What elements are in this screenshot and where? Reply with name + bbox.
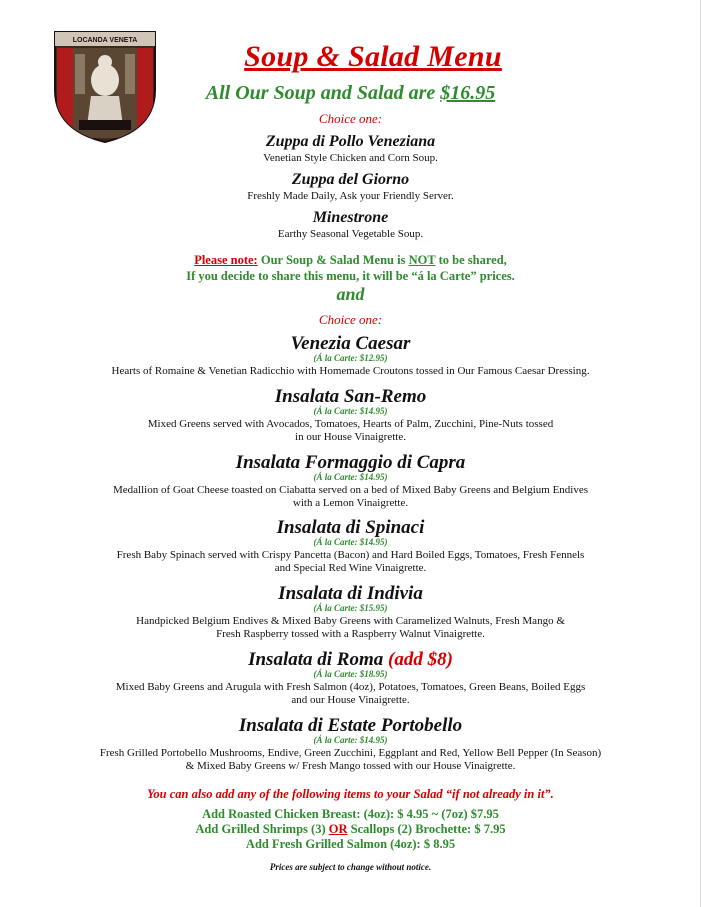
salad-name [0,649,701,671]
addons-intro: You can also add any of the following items to your Salad “if not already in it”. [147,787,554,801]
addon-item: Add Roasted Chicken Breast: (4oz): $ 4.95 ~ (7oz) $7.95 [202,807,499,821]
soup-name: Minestrone [312,209,389,226]
menu-subtitle [0,82,701,105]
price-footnote: Prices are subject to change without notice. [269,862,432,872]
addon-item: Add Fresh Grilled Salmon (4oz): $ 8.95 [245,837,456,851]
a-la-carte-price: (Á la Carte: $14.95) [313,406,388,416]
a-la-carte-price: (Á la Carte: $14.95) [313,537,388,547]
salad-name: Insalata San-Remo [274,386,427,407]
a-la-carte-price: (Á la Carte: $15.95) [313,603,388,613]
sharing-note-line2: If you decide to share this menu, it will be “á la Carte” prices. [186,269,515,283]
a-la-carte-price: (Á la Carte: $18.95) [313,669,388,679]
salad-desc: Mixed Greens served with Avocados, Tomatoes, Hearts of Palm, Zucchini, Pine-Nuts tossed [147,418,554,430]
note-text: to be shared, [435,253,507,267]
sharing-note [0,252,701,284]
sharing-note-line1 [0,252,701,268]
note-text: Our Soup & Salad Menu is [257,253,409,267]
salad-surcharge: (add $8) [388,649,453,670]
salad-desc: Mixed Baby Greens and Arugula with Fresh Salmon (4oz), Potatoes, Tomatoes, Green Beans, Boiled Eggs [115,681,586,693]
addon-text: Scallops (2) Brochette: $ 7.95 [347,822,506,836]
salad-name: Insalata di Spinaci [276,517,425,538]
salad-name: Insalata di Estate Portobello [238,715,463,736]
note-label: Please note: [194,253,258,267]
salad-desc: with a Lemon Vinaigrette. [292,497,409,509]
salad-name: Venezia Caesar [290,333,411,354]
salad-name: Insalata Formaggio di Capra [235,452,466,473]
a-la-carte-price: (Á la Carte: $14.95) [313,735,388,745]
addon-item [0,822,701,837]
soup-name: Zuppa di Pollo Veneziana [265,133,436,150]
salad-desc: and our House Vinaigrette. [291,694,410,706]
a-la-carte-price: (Á la Carte: $14.95) [313,472,388,482]
salad-desc: Fresh Raspberry tossed with a Raspberry Walnut Vinaigrette. [216,628,485,640]
subtitle-prefix: All Our Soup and Salad are [205,82,436,104]
soup-desc: Venetian Style Chicken and Corn Soup. [263,152,438,164]
salad-desc: Fresh Grilled Portobello Mushrooms, Endive, Green Zucchini, Eggplant and Red, Yellow Bell Pepper (In Season) [99,747,602,759]
subtitle-price: $16.95 [440,82,496,104]
soup-name: Zuppa del Giorno [291,171,410,188]
soup-desc: Earthy Seasonal Vegetable Soup. [277,228,424,240]
salad-desc: Hearts of Romaine & Venetian Radicchio with Homemade Croutons tossed in Our Famous Caesar Dressing. [111,365,590,377]
note-not: NOT [408,253,436,267]
salad-desc: and Special Red Wine Vinaigrette. [274,562,427,574]
salad-desc: Handpicked Belgium Endives & Mixed Baby Greens with Caramelized Walnuts, Fresh Mango & [136,615,565,627]
salad-desc: Fresh Baby Spinach served with Crispy Pancetta (Bacon) and Hard Boiled Eggs, Tomatoes, Fresh Fennels [116,549,585,561]
addon-or: OR [328,822,348,836]
and-separator: and [336,284,365,304]
soup-choice-label: Choice one: [318,111,383,126]
soup-desc: Freshly Made Daily, Ask your Friendly Server. [247,190,454,202]
salad-name-text: Insalata di Roma [248,649,388,670]
salad-desc: in our House Vinaigrette. [295,431,406,443]
salad-desc: & Mixed Baby Greens w/ Fresh Mango tossed with our House Vinaigrette. [185,760,516,772]
salad-name: Insalata di Indivia [278,583,423,604]
menu-title: Soup & Salad Menu [244,40,502,73]
salad-choice-label: Choice one: [318,312,383,327]
addons-list [0,807,701,852]
addon-text: Add Grilled Shrimps (3) [195,822,329,836]
crest-text: LOCANDA VENETA [72,37,138,44]
a-la-carte-price: (Á la Carte: $12.95) [313,353,388,363]
salad-desc: Medallion of Goat Cheese toasted on Ciabatta served on a bed of Mixed Baby Greens and Belgium Endives [112,484,589,496]
